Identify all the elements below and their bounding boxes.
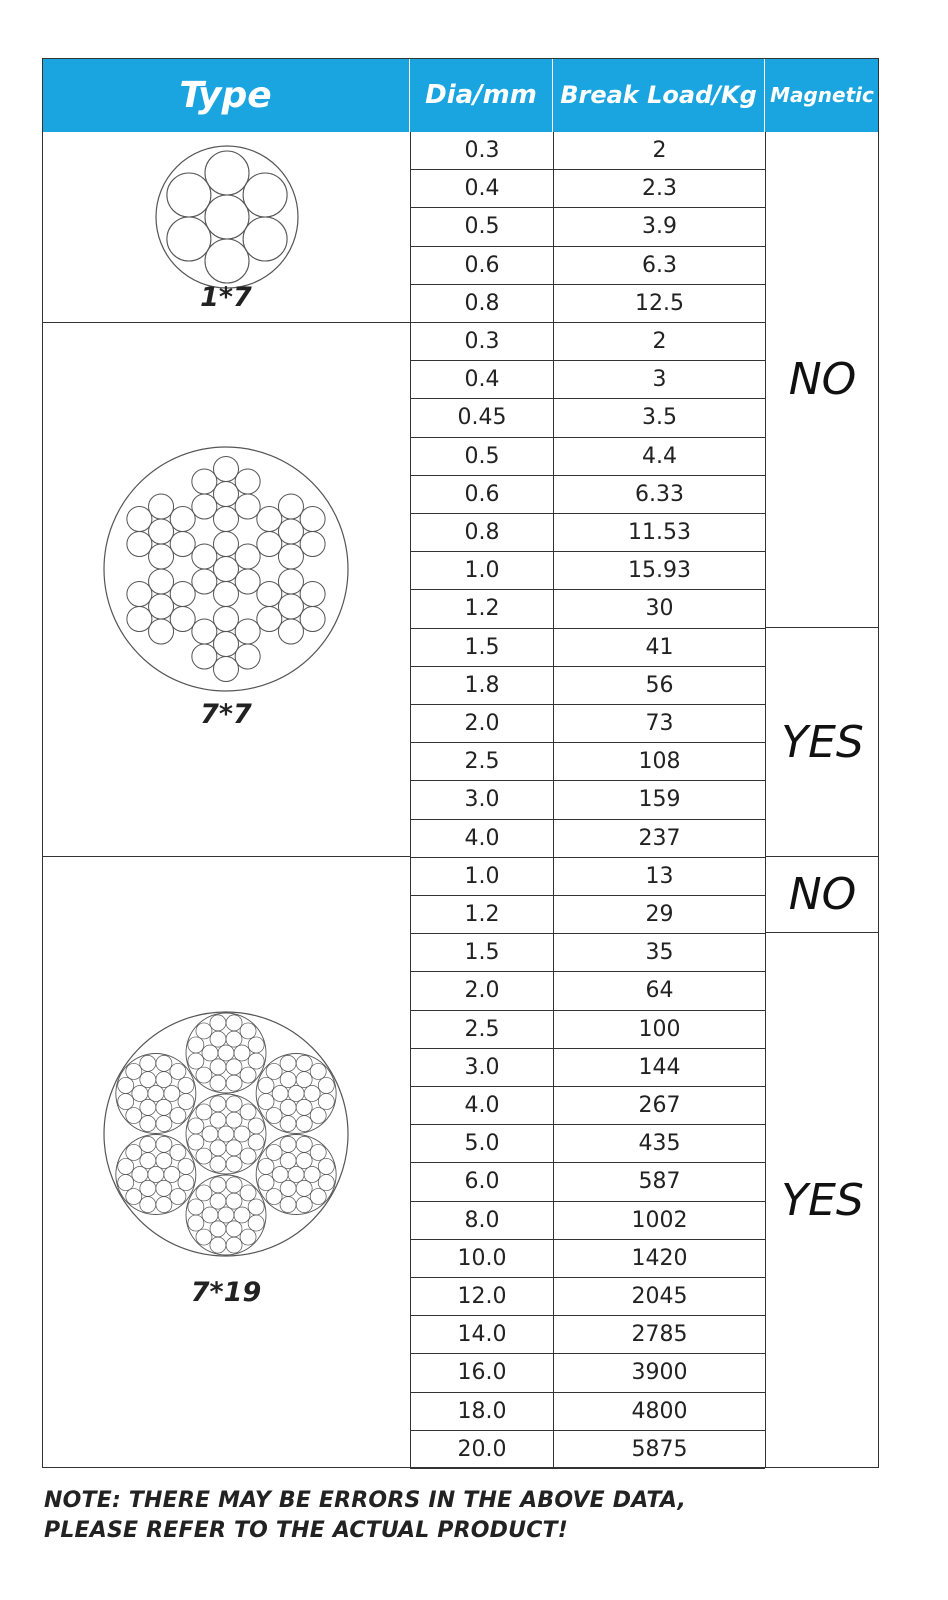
dia-cell: 0.4 (410, 170, 553, 208)
break-load-cell: 3 (553, 361, 765, 399)
break-load-cell: 2785 (553, 1316, 765, 1354)
break-load-cell: 2045 (553, 1278, 765, 1316)
type-cell-1x7 (42, 132, 410, 323)
dia-cell: 3.0 (410, 781, 553, 819)
dia-cell: 0.8 (410, 285, 553, 323)
dia-cell: 0.4 (410, 361, 553, 399)
break-load-cell: 30 (553, 590, 765, 628)
magnetic-cell: NO (765, 857, 879, 933)
break-load-cell: 3.9 (553, 208, 765, 246)
type-cell-7x7 (42, 323, 410, 857)
header-dia: Dia/mm (410, 58, 553, 132)
break-load-cell: 4800 (553, 1393, 765, 1431)
dia-cell: 0.3 (410, 323, 553, 361)
dia-cell: 1.2 (410, 590, 553, 628)
header-magnetic: Magnetic (765, 58, 879, 132)
dia-cell: 2.5 (410, 1011, 553, 1049)
break-load-cell: 108 (553, 743, 765, 781)
break-load-cell: 1002 (553, 1202, 765, 1240)
wire-1x7-icon (152, 142, 302, 292)
break-load-cell: 3.5 (553, 399, 765, 437)
break-load-cell: 587 (553, 1163, 765, 1201)
dia-cell: 2.0 (410, 972, 553, 1010)
dia-cell: 3.0 (410, 1049, 553, 1087)
note-line: PLEASE REFER TO THE ACTUAL PRODUCT! (44, 1518, 568, 1543)
dia-cell: 14.0 (410, 1316, 553, 1354)
break-load-cell: 41 (553, 629, 765, 667)
type-cell-7x19 (42, 857, 410, 1468)
dia-cell: 6.0 (410, 1163, 553, 1201)
header-type: Type (42, 58, 410, 132)
type-label-7x7: 7*7 (200, 699, 252, 730)
dia-cell: 1.2 (410, 896, 553, 934)
break-load-cell: 3900 (553, 1354, 765, 1392)
dia-cell: 0.5 (410, 208, 553, 246)
dia-cell: 0.5 (410, 438, 553, 476)
magnetic-cell: YES (765, 628, 879, 857)
break-load-cell: 56 (553, 667, 765, 705)
dia-cell: 18.0 (410, 1393, 553, 1431)
break-load-cell: 2.3 (553, 170, 765, 208)
break-load-cell: 73 (553, 705, 765, 743)
dia-cell: 0.6 (410, 247, 553, 285)
break-load-cell: 435 (553, 1125, 765, 1163)
break-load-cell: 64 (553, 972, 765, 1010)
break-load-cell: 15.93 (553, 552, 765, 590)
break-load-cell: 159 (553, 781, 765, 819)
break-load-cell: 4.4 (553, 438, 765, 476)
dia-cell: 2.0 (410, 705, 553, 743)
dia-cell: 4.0 (410, 820, 553, 858)
dia-cell: 16.0 (410, 1354, 553, 1392)
break-load-cell: 11.53 (553, 514, 765, 552)
magnetic-cell: YES (765, 933, 879, 1468)
magnetic-cell: NO (765, 132, 879, 628)
dia-cell: 1.5 (410, 629, 553, 667)
dia-cell: 4.0 (410, 1087, 553, 1125)
dia-cell: 0.6 (410, 476, 553, 514)
dia-cell: 20.0 (410, 1431, 553, 1469)
dia-cell: 1.0 (410, 552, 553, 590)
dia-cell: 1.5 (410, 934, 553, 972)
wire-spec-table (42, 58, 879, 1468)
break-load-cell: 1420 (553, 1240, 765, 1278)
dia-cell: 5.0 (410, 1125, 553, 1163)
type-label-1x7: 1*7 (200, 282, 252, 313)
break-load-cell: 5875 (553, 1431, 765, 1469)
dia-cell: 1.8 (410, 667, 553, 705)
break-load-cell: 144 (553, 1049, 765, 1087)
dia-cell: 0.45 (410, 399, 553, 437)
wire-7x7-icon (101, 444, 351, 694)
dia-cell: 1.0 (410, 858, 553, 896)
dia-cell: 0.3 (410, 132, 553, 170)
disclaimer-note (44, 1486, 904, 1546)
break-load-cell: 267 (553, 1087, 765, 1125)
dia-cell: 8.0 (410, 1202, 553, 1240)
break-load-cell: 6.3 (553, 247, 765, 285)
break-load-cell: 100 (553, 1011, 765, 1049)
break-load-cell: 35 (553, 934, 765, 972)
dia-cell: 12.0 (410, 1278, 553, 1316)
break-load-cell: 6.33 (553, 476, 765, 514)
break-load-cell: 29 (553, 896, 765, 934)
type-label-7x19: 7*19 (190, 1277, 262, 1308)
break-load-cell: 13 (553, 858, 765, 896)
note-line: NOTE: THERE MAY BE ERRORS IN THE ABOVE DATA, (44, 1488, 687, 1513)
dia-cell: 10.0 (410, 1240, 553, 1278)
dia-cell: 0.8 (410, 514, 553, 552)
break-load-cell: 12.5 (553, 285, 765, 323)
break-load-cell: 2 (553, 132, 765, 170)
wire-7x19-icon (101, 1009, 351, 1259)
break-load-cell: 237 (553, 820, 765, 858)
break-load-cell: 2 (553, 323, 765, 361)
header-break-load: Break Load/Kg (553, 58, 765, 132)
dia-cell: 2.5 (410, 743, 553, 781)
